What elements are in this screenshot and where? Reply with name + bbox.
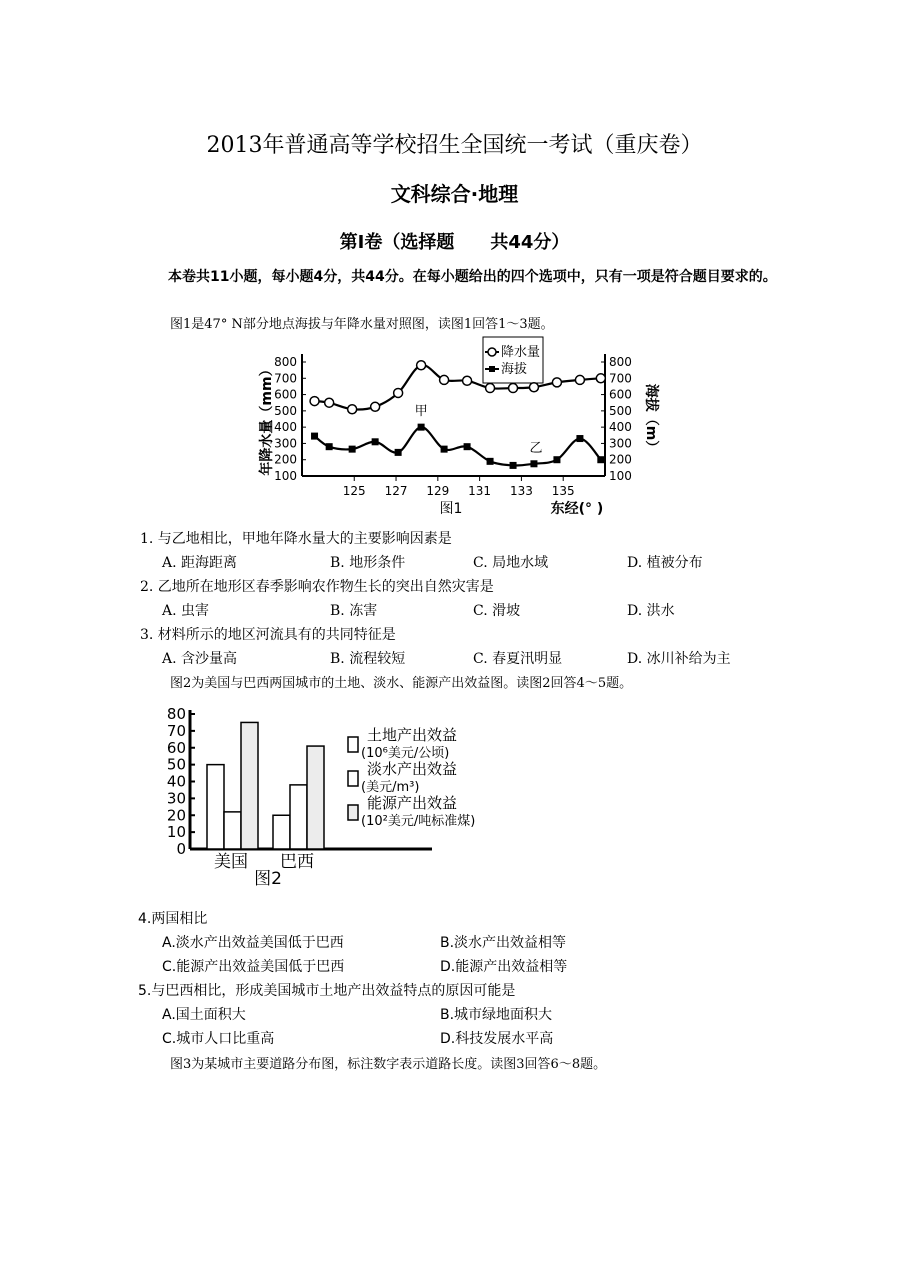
- exam-title: 2013年普通高等学校招生全国统一考试（重庆卷）: [206, 133, 703, 158]
- q2-option-b[interactable]: B. 冻害: [330, 603, 378, 619]
- y-right-tick-label: 400: [609, 420, 632, 435]
- instructions: 本卷共11小题，每小题4分，共44分。在每小题给出的四个选项中，只有一项是符合题目要求的。: [168, 269, 777, 285]
- y-left-tick-label: 100: [274, 469, 297, 483]
- y-axis-left-label: 年降水量（mm）: [259, 362, 275, 476]
- q5-option-a[interactable]: A.国土面积大: [162, 1007, 246, 1023]
- y-left-tick-label: 600: [274, 387, 297, 402]
- precip-point: [552, 378, 561, 387]
- x-tick-label: 135: [551, 484, 575, 498]
- y-right-tick-label: 600: [609, 387, 632, 402]
- precip-point: [596, 374, 605, 383]
- bar-brazil-energy: [307, 746, 324, 849]
- precip-point: [575, 375, 584, 384]
- elevation-point: [510, 462, 517, 469]
- y-left-tick-label: 700: [274, 371, 297, 386]
- precip-point: [486, 384, 495, 393]
- bar-usa-energy: [241, 722, 258, 849]
- y-left-tick-label: 800: [274, 355, 297, 369]
- q1-option-c[interactable]: C. 局地水域: [473, 555, 549, 571]
- q5-option-d[interactable]: D.科技发展水平高: [440, 1031, 554, 1047]
- y-right-tick-label: 300: [609, 436, 632, 451]
- legend-swatch-energy: [348, 805, 358, 820]
- x-axis-label: 东经(° ): [550, 501, 604, 517]
- y-tick-label: 40: [166, 772, 186, 791]
- precip-point: [440, 375, 449, 384]
- q2-option-d[interactable]: D. 洪水: [627, 603, 675, 619]
- y-right-tick-label: 500: [609, 403, 632, 418]
- q1-option-a[interactable]: A. 距海距离: [162, 555, 238, 571]
- annotation-yi: 乙: [529, 440, 543, 456]
- elevation-point: [418, 424, 425, 431]
- elevation-point: [441, 446, 448, 453]
- y-tick-label: 10: [166, 823, 186, 842]
- question-4: 4.两国相比: [138, 911, 208, 927]
- x-tick-label: 127: [384, 484, 408, 498]
- y-tick-label: 70: [166, 721, 186, 740]
- y-tick-label: 30: [166, 789, 186, 808]
- y-left-tick-label: 300: [274, 436, 297, 451]
- figure1-lead: 图1是47° N部分地点海拔与年降水量对照图，读图1回答1～3题。: [170, 317, 554, 332]
- legend-label-water: 淡水产出效益: [367, 760, 458, 778]
- q1-option-d[interactable]: D. 植被分布: [627, 555, 703, 571]
- q4-option-b[interactable]: B.淡水产出效益相等: [440, 935, 567, 951]
- q5-option-b[interactable]: B.城市绿地面积大: [440, 1007, 553, 1023]
- q2-option-c[interactable]: C. 滑坡: [473, 603, 521, 619]
- q4-option-a[interactable]: A.淡水产出效益美国低于巴西: [162, 935, 344, 951]
- x-tick-label: 129: [426, 484, 450, 498]
- elevation-point: [395, 449, 402, 456]
- legend-marker-precip: [488, 348, 496, 356]
- q2-option-a[interactable]: A. 虫害: [162, 603, 210, 619]
- question-1: 1. 与乙地相比，甲地年降水量大的主要影响因素是: [140, 531, 452, 547]
- question-2: 2. 乙地所在地形区春季影响农作物生长的突出自然灾害是: [140, 579, 494, 595]
- y-tick-label: 50: [166, 755, 186, 774]
- elevation-point: [349, 446, 356, 453]
- figure1-caption: 图1: [439, 501, 463, 517]
- category-label: 巴西: [280, 852, 314, 872]
- elevation-point: [576, 435, 583, 442]
- y-right-tick-label: 200: [609, 452, 632, 467]
- legend-swatch-water: [348, 771, 358, 786]
- elevation-point: [530, 460, 537, 467]
- y-tick-label: 80: [166, 705, 186, 723]
- elevation-point: [372, 438, 379, 445]
- figure1-chart: [255, 335, 659, 520]
- part-heading: 第Ⅰ卷（选择题 共44分）: [339, 232, 570, 253]
- bar-brazil-land: [273, 815, 290, 849]
- q4-option-d[interactable]: D.能源产出效益相等: [440, 959, 568, 975]
- annotation-jia: 甲: [414, 404, 428, 420]
- precip-point: [325, 398, 334, 407]
- y-tick-label: 0: [176, 840, 186, 858]
- figure2-chart: [160, 700, 540, 895]
- legend-marker-elevation: [489, 366, 495, 372]
- precip-point: [310, 397, 319, 406]
- q3-option-b[interactable]: B. 流程较短: [330, 651, 406, 667]
- x-tick-label: 133: [509, 484, 533, 498]
- elevation-point: [326, 443, 333, 450]
- legend-label-elevation: 海拔: [501, 362, 528, 377]
- precip-point: [394, 388, 403, 397]
- y-right-tick-label: 100: [609, 469, 632, 483]
- bar-usa-land: [207, 765, 224, 849]
- elevation-point: [597, 456, 604, 463]
- precip-point: [348, 405, 357, 414]
- bar-usa-water: [224, 812, 241, 849]
- legend-label-precip: 降水量: [501, 345, 541, 360]
- y-right-tick-label: 700: [609, 371, 632, 386]
- precip-point: [371, 402, 380, 411]
- precip-point: [417, 361, 426, 370]
- question-5: 5.与巴西相比，形成美国城市土地产出效益特点的原因可能是: [138, 983, 516, 999]
- precip-point: [529, 383, 538, 392]
- precip-point: [463, 376, 472, 385]
- q3-option-c[interactable]: C. 春夏汛明显: [473, 651, 563, 667]
- figure2-caption: 图2: [254, 869, 282, 889]
- x-tick-label: 125: [342, 484, 366, 498]
- q3-option-d[interactable]: D. 冰川补给为主: [627, 651, 731, 667]
- legend-unit-water: (美元/m³): [361, 780, 420, 795]
- elevation-point: [464, 443, 471, 450]
- figure2-lead: 图2为美国与巴西两国城市的土地、淡水、能源产出效益图。读图2回答4～5题。: [170, 676, 633, 691]
- exam-subtitle: 文科综合·地理: [390, 182, 519, 206]
- y-right-tick-label: 800: [609, 355, 632, 369]
- y-tick-label: 60: [166, 738, 186, 757]
- y-left-tick-label: 400: [274, 420, 297, 435]
- question-3: 3. 材料所示的地区河流具有的共同特征是: [140, 627, 396, 643]
- y-axis-right-label: 海拔（m）: [643, 383, 659, 455]
- legend-label-land: 土地产出效益: [367, 726, 458, 744]
- precip-point: [509, 384, 518, 393]
- y-left-tick-label: 500: [274, 403, 297, 418]
- x-tick-label: 131: [468, 484, 492, 498]
- legend-unit-energy: (10²美元/吨标准煤): [361, 814, 476, 829]
- elevation-point: [487, 458, 494, 465]
- y-left-tick-label: 200: [274, 452, 297, 467]
- legend-swatch-land: [348, 737, 358, 752]
- q4-option-c[interactable]: C.能源产出效益美国低于巴西: [162, 959, 345, 975]
- bar-brazil-water: [290, 785, 307, 849]
- q3-option-a[interactable]: A. 含沙量高: [162, 651, 238, 667]
- figure3-lead: 图3为某城市主要道路分布图，标注数字表示道路长度。读图3回答6～8题。: [170, 1057, 607, 1072]
- q5-option-c[interactable]: C.城市人口比重高: [162, 1031, 275, 1047]
- category-label: 美国: [214, 852, 248, 872]
- legend-label-energy: 能源产出效益: [367, 794, 458, 812]
- elevation-point: [311, 433, 318, 440]
- elevation-point: [553, 456, 560, 463]
- legend-unit-land: (10⁶美元/公顷): [361, 746, 450, 761]
- q1-option-b[interactable]: B. 地形条件: [330, 555, 406, 571]
- y-tick-label: 20: [166, 806, 186, 825]
